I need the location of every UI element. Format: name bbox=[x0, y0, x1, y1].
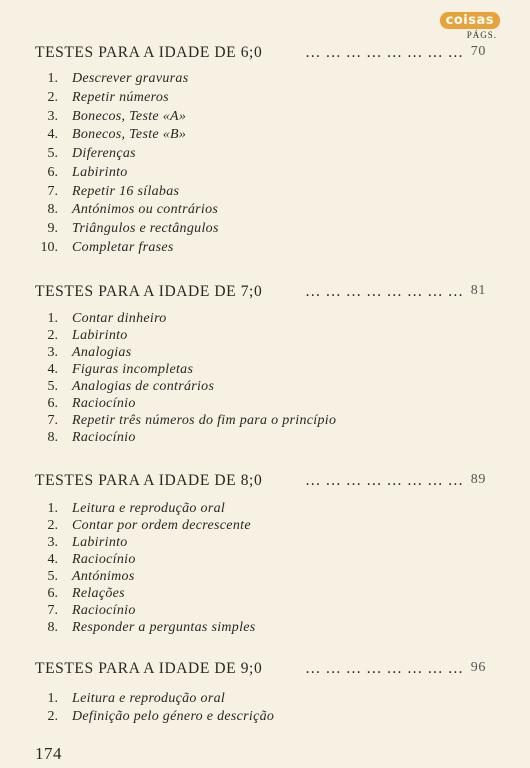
item-number: 7. bbox=[47, 184, 58, 199]
list-item bbox=[20, 202, 460, 220]
item-number: 3. bbox=[47, 109, 58, 124]
list-item bbox=[20, 518, 460, 536]
item-number: 2. bbox=[47, 328, 58, 343]
item-text: Contar por ordem decrescente bbox=[72, 518, 251, 533]
section-page-ref: 96 bbox=[470, 660, 486, 675]
item-number: 5. bbox=[47, 569, 58, 584]
item-text: Analogias de contrários bbox=[72, 379, 215, 394]
item-text: Triângulos e rectângulos bbox=[72, 221, 219, 236]
item-text: Repetir números bbox=[72, 90, 169, 105]
item-text: Completar frases bbox=[72, 240, 174, 255]
list-item bbox=[20, 311, 460, 329]
list-item bbox=[20, 328, 460, 346]
item-text: Repetir três números do fim para o princípio bbox=[72, 413, 337, 428]
list-item bbox=[20, 413, 460, 431]
section-heading bbox=[35, 660, 490, 680]
list-item bbox=[20, 501, 460, 519]
list-item bbox=[20, 109, 460, 127]
item-text: Raciocínio bbox=[72, 430, 136, 445]
item-number: 4. bbox=[47, 127, 58, 142]
leader-dots: … … … … … … … … bbox=[305, 283, 464, 300]
item-number: 8. bbox=[47, 430, 58, 445]
item-text: Antónimos ou contrários bbox=[72, 202, 219, 217]
section-page-ref: 81 bbox=[470, 283, 486, 298]
item-number: 5. bbox=[47, 146, 58, 161]
list-item bbox=[20, 691, 460, 709]
list-item bbox=[20, 345, 460, 363]
item-text: Raciocínio bbox=[72, 396, 136, 411]
leader-dots: … … … … … … … … bbox=[305, 472, 464, 489]
item-text: Diferenças bbox=[72, 146, 136, 161]
watermark-logo: coisas bbox=[440, 12, 500, 29]
item-number: 3. bbox=[47, 345, 58, 360]
item-number: 1. bbox=[47, 691, 58, 706]
list-item bbox=[20, 146, 460, 164]
list-item bbox=[20, 71, 460, 89]
list-item bbox=[20, 620, 460, 638]
item-text: Analogias bbox=[72, 345, 132, 360]
leader-dots: … … … … … … … … bbox=[305, 44, 464, 61]
item-text: Labirinto bbox=[72, 165, 128, 180]
list-item bbox=[20, 535, 460, 553]
item-text: Relações bbox=[72, 586, 125, 601]
item-number: 4. bbox=[47, 552, 58, 567]
list-item bbox=[20, 379, 460, 397]
list-item bbox=[20, 184, 460, 202]
section-page-ref: 70 bbox=[470, 44, 486, 59]
list-item bbox=[20, 127, 460, 145]
item-text: Labirinto bbox=[72, 535, 128, 550]
item-number: 3. bbox=[47, 535, 58, 550]
item-number: 7. bbox=[47, 413, 58, 428]
item-number: 10. bbox=[40, 240, 58, 255]
item-number: 2. bbox=[47, 709, 58, 724]
item-text: Contar dinheiro bbox=[72, 311, 167, 326]
item-number: 6. bbox=[47, 586, 58, 601]
list-item bbox=[20, 430, 460, 448]
section-page-ref: 89 bbox=[470, 472, 486, 487]
item-number: 9. bbox=[47, 221, 58, 236]
item-text: Definição pelo género e descrição bbox=[72, 709, 275, 724]
item-text: Labirinto bbox=[72, 328, 128, 343]
item-text: Figuras incompletas bbox=[72, 362, 194, 377]
item-text: Antónimos bbox=[72, 569, 135, 584]
item-number: 2. bbox=[47, 518, 58, 533]
item-text: Repetir 16 sílabas bbox=[72, 184, 180, 199]
list-item bbox=[20, 603, 460, 621]
list-item bbox=[20, 240, 460, 258]
item-number: 7. bbox=[47, 603, 58, 618]
item-text: Descrever gravuras bbox=[72, 71, 189, 86]
item-number: 6. bbox=[47, 165, 58, 180]
item-number: 6. bbox=[47, 396, 58, 411]
list-item bbox=[20, 586, 460, 604]
list-item bbox=[20, 221, 460, 239]
item-number: 2. bbox=[47, 90, 58, 105]
item-text: Leitura e reprodução oral bbox=[72, 501, 226, 516]
item-number: 1. bbox=[47, 501, 58, 516]
section-heading bbox=[35, 283, 490, 303]
item-text: Bonecos, Teste «B» bbox=[72, 127, 187, 142]
section-heading bbox=[35, 472, 490, 492]
item-number: 8. bbox=[47, 202, 58, 217]
item-text: Bonecos, Teste «A» bbox=[72, 109, 187, 124]
item-number: 1. bbox=[47, 311, 58, 326]
pages-column-header: PÁGS. bbox=[466, 30, 497, 40]
section-title: TESTES PARA A IDADE DE 8;0 bbox=[35, 472, 263, 489]
item-number: 4. bbox=[47, 362, 58, 377]
list-item bbox=[20, 552, 460, 570]
section-heading bbox=[35, 44, 490, 64]
section-title: TESTES PARA A IDADE DE 9;0 bbox=[35, 660, 263, 677]
page-number: 174 bbox=[35, 744, 62, 763]
section-title: TESTES PARA A IDADE DE 7;0 bbox=[35, 283, 263, 300]
leader-dots: … … … … … … … … bbox=[305, 660, 464, 677]
list-item bbox=[20, 90, 460, 108]
list-item bbox=[20, 396, 460, 414]
item-number: 8. bbox=[47, 620, 58, 635]
item-text: Leitura e reprodução oral bbox=[72, 691, 226, 706]
list-item bbox=[20, 569, 460, 587]
item-number: 5. bbox=[47, 379, 58, 394]
list-item bbox=[20, 709, 460, 727]
item-text: Raciocínio bbox=[72, 552, 136, 567]
item-text: Raciocínio bbox=[72, 603, 136, 618]
item-number: 1. bbox=[47, 71, 58, 86]
section-title: TESTES PARA A IDADE DE 6;0 bbox=[35, 44, 263, 61]
list-item bbox=[20, 362, 460, 380]
list-item bbox=[20, 165, 460, 183]
item-text: Responder a perguntas simples bbox=[72, 620, 256, 635]
